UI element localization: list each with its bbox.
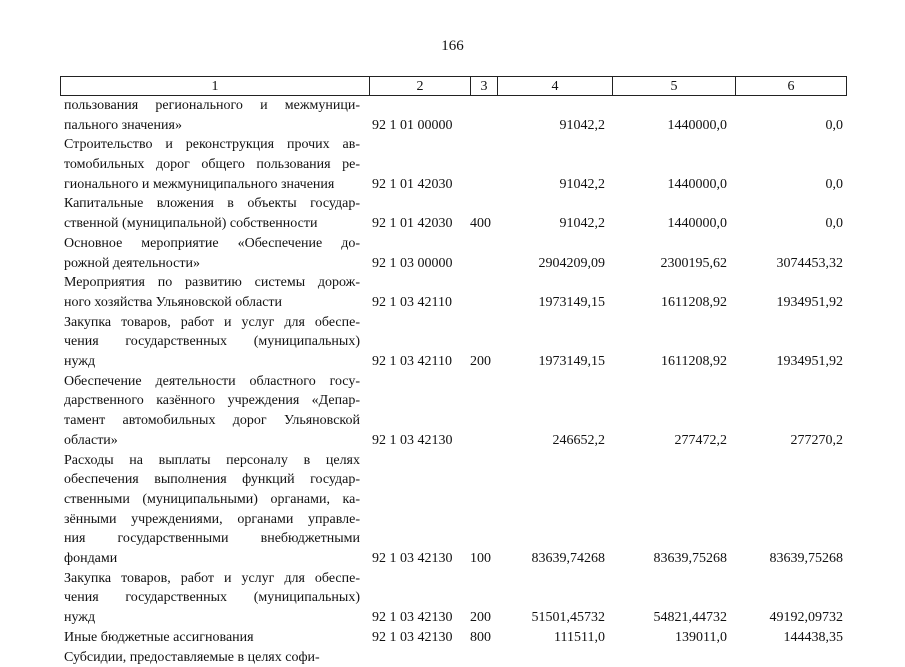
table-row [0,273,905,312]
amount-col-4: 51501,45732 [531,610,605,626]
description-line: ственными (муниципальными) органами, ка- [64,491,360,507]
header-col-6: 6 [787,79,795,94]
description-line: рожной деятельности» [64,255,200,271]
header-col-4: 4 [498,77,613,95]
table-row [0,451,905,569]
description-line: чения государственных (муниципальных) [64,590,360,606]
row-description [64,569,360,628]
row-description [64,372,360,451]
description-line: Расходы на выплаты персоналу в целях [64,452,360,468]
table-row [0,96,905,135]
amount-col-5: 1440000,0 [667,117,727,133]
description-line: обеспечения выполнения функций государ- [64,472,360,488]
amount-col-6: 3074453,32 [776,255,843,271]
amount-col-6: 1934951,92 [776,354,843,370]
table-row [0,194,905,233]
amount-col-4: 1973149,15 [538,354,605,370]
description-line: дарственного казённого учреждения «Депар- [64,393,360,409]
amount-col-6: 83639,75268 [769,551,843,567]
header-col-5: 5 [613,77,736,95]
classification-code: 92 1 03 42130 [372,432,453,448]
expense-type: 800 [470,629,491,645]
classification-code: 92 1 01 00000 [372,117,453,133]
amount-col-4: 91042,2 [559,117,605,133]
amount-col-5: 1440000,0 [667,176,727,192]
description-line: нужд [64,354,96,370]
amount-col-6: 0,0 [825,117,843,133]
amount-col-6: 144438,35 [783,629,843,645]
table-row [0,569,905,628]
amount-col-4: 2904209,09 [538,255,605,271]
row-description [64,313,360,372]
description-line: пального значения» [64,117,182,133]
amount-col-4: 111511,0 [554,629,605,645]
classification-code: 92 1 01 42030 [372,216,453,232]
page-number: 166 [441,38,464,54]
amount-col-4: 246652,2 [552,432,605,448]
description-line: Основное мероприятие «Обеспечение до- [64,235,360,251]
classification-code: 92 1 03 42130 [372,551,453,567]
row-description [64,273,360,312]
classification-code: 92 1 03 42110 [372,294,452,310]
classification-code: 92 1 03 42110 [372,354,452,370]
row-description [64,648,360,667]
expense-type: 100 [470,551,491,567]
description-line: Строительство и реконструкция прочих ав- [64,137,360,153]
description-line: томобильных дорог общего пользования ре- [64,157,360,173]
row-description [64,96,360,135]
description-line: области» [64,432,118,448]
expense-type: 200 [470,610,491,626]
description-line: ния государственными внебюджетными [64,531,360,547]
table-row [0,372,905,451]
classification-code: 92 1 03 00000 [372,255,453,271]
description-line: ственной (муниципальной) собственности [64,216,318,232]
amount-col-6: 1934951,92 [776,294,843,310]
row-description [64,628,360,648]
table-body [0,96,905,667]
header-col-2: 2 [370,77,471,95]
expense-type: 400 [470,216,491,232]
amount-col-5: 83639,75268 [653,551,727,567]
description-line: зёнными учреждениями, органами управле- [64,511,360,527]
description-line: ного хозяйства Ульяновской области [64,294,283,310]
amount-col-5: 277472,2 [674,432,727,448]
amount-col-6: 0,0 [825,216,843,232]
description-line: Субсидии, предоставляемые в целях софи- [64,649,320,665]
row-description [64,194,360,233]
header-col-1: 1 [61,77,370,95]
description-line: Капитальные вложения в объекты государ- [64,196,360,212]
expense-type: 200 [470,354,491,370]
description-line: пользования регионального и межмуници- [64,98,360,113]
table-row [0,628,905,648]
classification-code: 92 1 03 42130 [372,610,453,626]
classification-code: 92 1 03 42130 [372,629,453,645]
amount-col-4: 83639,74268 [531,551,605,567]
amount-col-6: 277270,2 [790,432,843,448]
row-description [64,451,360,569]
description-line: фондами [64,551,118,567]
amount-col-5: 54821,44732 [653,610,727,626]
header-col-3: 3 [471,77,498,95]
description-line: Мероприятия по развитию системы дорож- [64,275,360,291]
amount-col-4: 1973149,15 [538,294,605,310]
description-line: Иные бюджетные ассигнования [64,629,254,645]
description-line: Обеспечение деятельности областного госу- [64,373,360,389]
description-line: Закупка товаров, работ и услуг для обеспе- [64,314,360,330]
table-row [0,648,905,667]
table-row [0,313,905,372]
amount-col-6: 49192,09732 [769,610,843,626]
description-line: тамент автомобильных дорог Ульяновской [64,413,360,429]
description-line: Закупка товаров, работ и услуг для обеспе- [64,570,360,586]
amount-col-5: 1611208,92 [661,354,727,370]
row-description [64,135,360,194]
amount-col-5: 139011,0 [675,629,727,645]
amount-col-4: 91042,2 [559,216,605,232]
amount-col-4: 91042,2 [559,176,605,192]
description-line: нужд [64,610,96,626]
table-header [60,76,847,96]
description-line: чения государственных (муниципальных) [64,334,360,350]
amount-col-5: 1611208,92 [661,294,727,310]
description-line: гионального и межмуниципального значения [64,176,335,192]
table-row [0,135,905,194]
amount-col-6: 0,0 [825,176,843,192]
classification-code: 92 1 01 42030 [372,176,453,192]
table-row [0,234,905,273]
row-description [64,234,360,273]
amount-col-5: 1440000,0 [667,216,727,232]
amount-col-5: 2300195,62 [660,255,727,271]
